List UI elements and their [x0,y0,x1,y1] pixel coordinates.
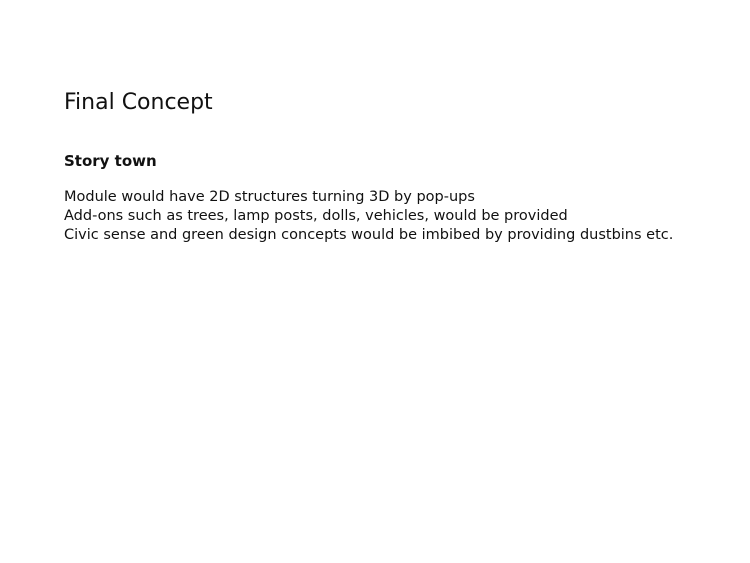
page-title: Final Concept [64,90,213,115]
body-line: Module would have 2D structures turning 3D by pop-ups [64,189,475,205]
body-line: Civic sense and green design concepts would be imbibed by providing dustbins etc. [64,227,674,243]
body-text-list [64,188,673,245]
body-line: Add-ons such as trees, lamp posts, dolls, vehicles, would be provided [64,208,568,224]
section-heading: Story town [64,152,157,170]
